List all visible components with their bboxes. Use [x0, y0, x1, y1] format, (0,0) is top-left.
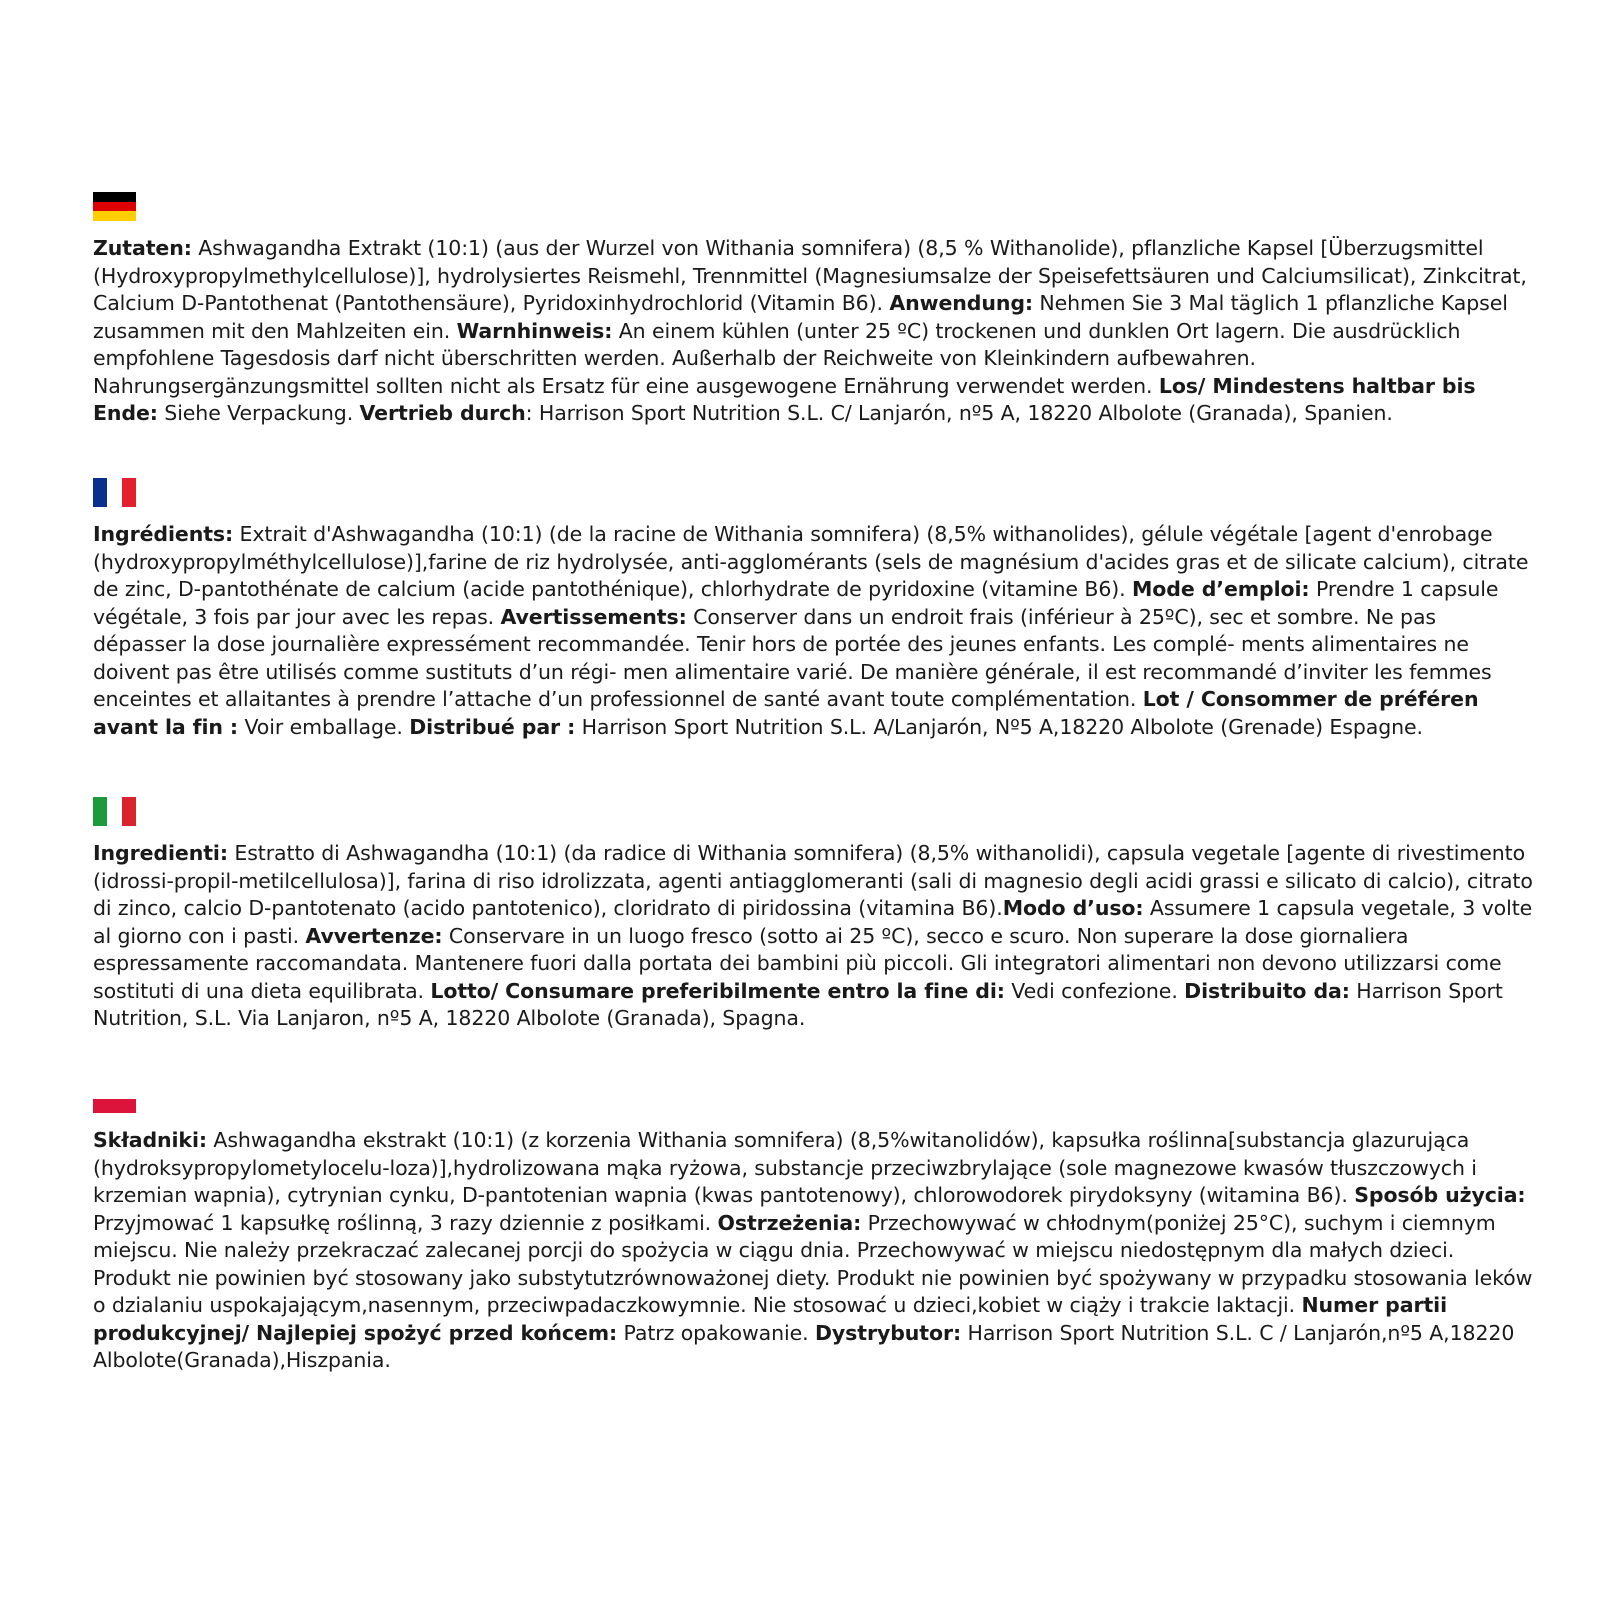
bold-heading: Lot / Consommer de préféren avant la fin :: [93, 687, 1479, 739]
bold-heading: Distribuito da:: [1184, 978, 1350, 1003]
german-label-text: [93, 235, 1533, 428]
section-italian: [93, 797, 1533, 1033]
body-text: Estratto di Ashwagandha (10:1) (da radice di Withania somnifera) (8,5% withanolidi), capsula vegetale [agente di rivestimento (idrossi-propil-metilcellulosa)], farina di riso idrolizzata, agenti antiagglomeranti (sali di magnesio degli acidi grassi e silicato di calcio), citrato di zinco, calcio D-pantotenato (acido pantotenico), cloridrato di piridossina (vitamina B6).: [93, 841, 1533, 920]
section-french: [93, 478, 1533, 741]
bold-heading: Avvertenze:: [305, 923, 443, 948]
bold-heading: Mode d’emploi:: [1132, 577, 1310, 601]
body-text: Nehmen Sie 3 Mal täglich 1 pflanzliche Kapsel zusammen mit den Mahlzeiten ein.: [93, 291, 1508, 343]
body-text: Ashwagandha Extrakt (10:1) (aus der Wurzel von Withania somnifera) (8,5 % Withanolide), pflanzliche Kapsel [Überzugsmittel (Hydroxypropylmethylcellulose)], hydrolysiertes Reismehl, Trennmittel (Magnesiumsalze der Speisefettsäuren und Calciumsilicat), Zinkcitrat, Calcium D-Pantothenat (Pantothensäure), Pyridoxinhydrochlorid (Vitamin B6).: [93, 236, 1527, 315]
body-text: Przechowywać w chłodnym(poniżej 25°C), suchym i ciemnym miejscu. Nie należy przekraczać zalecanej porcji do spożycia w ciągu dnia. Przechowywać w miejscu niedostępnym dla małych dzieci. Produkt nie powinien być stosowany jako substytutzrównoważonej diety. Produkt nie powinien być spożywany w przypadku stosowania leków o dzialaniu uspokajającym,nasennym, przeciwpadaczkowymnie. Nie stosować u dzieci,kobiet w ciąży i trakcie laktacji.: [93, 1210, 1533, 1317]
body-text: An einem kühlen (unter 25 ºC) trockenen und dunklen Ort lagern. Die ausdrücklich empfohlene Tagesdosis darf nicht überschritten werden. Außerhalb der Reichweite von Kleinkindern aufbewahren. Nahrungsergänzungsmittel sollten nicht als Ersatz für eine ausgewogene Ernährung verwendet werden.: [93, 318, 1461, 398]
body-text: Przyjmować 1 kapsułkę roślinną, 3 razy dziennie z posiłkami.: [93, 1210, 718, 1235]
body-text: Harrison Sport Nutrition, S.L. Via Lanjaron, nº5 A, 18220 Albolote (Granada), Spagna.: [93, 978, 1503, 1030]
body-text: Vedi confezione.: [1004, 978, 1185, 1003]
body-text: Conservare in un luogo fresco (sotto ai 25 ºC), secco e scuro. Non superare la dose giornaliera espressamente raccomandata. Mantenere fuori dalla portata dei bambini più piccoli. Gli integratori alimentari non devono utilizzarsi come sostituti di una dieta equilibrata.: [93, 923, 1502, 1003]
germany-flag-stripe-2: [93, 202, 136, 212]
france-flag-icon: [93, 478, 136, 507]
bold-heading: Sposób użycia:: [1354, 1183, 1526, 1207]
poland-flag-stripe-1: [93, 1084, 136, 1099]
bold-heading: Dystrybutor:: [814, 1320, 962, 1345]
italy-flag-icon: [93, 797, 136, 826]
french-label-text: [93, 521, 1533, 741]
bold-heading: Ingredienti:: [93, 841, 228, 865]
france-flag-stripe-3: [122, 478, 136, 507]
bold-heading: Warnhinweis:: [456, 318, 613, 343]
body-text: Prendre 1 capsule végétale, 3 fois par jour avec les repas.: [93, 577, 1499, 629]
germany-flag-stripe-3: [93, 211, 136, 221]
bold-heading: Ostrzeżenia:: [717, 1210, 862, 1235]
body-text: Harrison Sport Nutrition S.L. C / Lanjarón,nº5 A,18220 Albolote(Granada),Hiszpania.: [93, 1320, 1515, 1372]
germany-flag-icon: [93, 192, 136, 221]
body-text: Assumere 1 capsula vegetale, 3 volte al giorno con i pasti.: [93, 896, 1533, 948]
germany-flag-stripe-1: [93, 192, 136, 202]
section-polish: [93, 1084, 1533, 1375]
polish-label-text: [93, 1127, 1533, 1375]
italy-flag-stripe-1: [93, 797, 107, 826]
body-text: : Harrison Sport Nutrition S.L. C/ Lanjarón, nº5 A, 18220 Albolote (Granada), Spanien.: [525, 401, 1393, 425]
body-text: Ashwagandha ekstrakt (10:1) (z korzenia Withania somnifera) (8,5%witanolidów), kapsułka roślinna[substancja glazurująca (hydroksypropylometylocelu-loza)],hydrolizowana mąka ryżowa, substancje przeciwzbrylające (sole magnezowe kwasów tłuszczowych i krzemian wapnia), cytrynian cynku, D-pantotenian wapnia (kwas pantotenowy), chlorowodorek pirydoksyny (witamina B6).: [93, 1128, 1477, 1207]
poland-flag-icon: [93, 1084, 136, 1113]
bold-heading: Zutaten:: [93, 236, 192, 260]
italy-flag-stripe-2: [107, 797, 121, 826]
body-text: Patrz opakowanie.: [617, 1320, 815, 1345]
italian-label-text: [93, 840, 1533, 1033]
bold-heading: Los/ Mindestens haltbar bis Ende:: [93, 373, 1476, 425]
bold-heading: Modo d’uso:: [1002, 896, 1144, 920]
bold-heading: Składniki:: [93, 1128, 207, 1152]
poland-flag-stripe-2: [93, 1099, 136, 1114]
bold-heading: Anwendung:: [889, 291, 1033, 315]
body-text: Extrait d'Ashwagandha (10:1) (de la racine de Withania somnifera) (8,5% withanolides), gélule végétale [agent d'enrobage (hydroxypropylméthylcellulose)],farine de riz hydrolysée, anti-agglomérants (sels de magnésium d'acides gras et de silicate calcium), citrate de zinc, D-pantothénate de calcium (acide pantothénique), chlorhydrate de pyridoxine (vitamine B6).: [93, 522, 1529, 601]
section-german: [93, 192, 1533, 428]
bold-heading: Ingrédients:: [93, 522, 234, 546]
france-flag-stripe-1: [93, 478, 107, 507]
bold-heading: Lotto/ Consumare preferibilmente entro la fine di:: [430, 978, 1005, 1003]
body-text: Harrison Sport Nutrition S.L. A/Lanjarón, Nº5 A,18220 Albolote (Grenade) Espagne.: [575, 714, 1423, 739]
bold-heading: Distribué par :: [409, 714, 576, 739]
bold-heading: Avertissements:: [500, 604, 687, 629]
body-text: Voir emballage.: [238, 714, 410, 739]
body-text: Siehe Verpackung.: [157, 401, 360, 425]
body-text: Conserver dans un endroit frais (inférieur à 25ºC), sec et sombre. Ne pas dépasser la dose journalière expressément recommandée. Tenir hors de portée des jeunes enfants. Les complé- ments alimentaires ne doivent pas être utilisés comme sustituts d’un régi- men alimentaire varié. De manière générale, il est recommandé d’inviter les femmes enceintes et allaitantes à prendre l’attache d’un professionnel de santé avant toute complémentation.: [93, 604, 1492, 711]
bold-heading: Vertrieb durch: [359, 401, 526, 425]
france-flag-stripe-2: [107, 478, 121, 507]
italy-flag-stripe-3: [122, 797, 136, 826]
bold-heading: Numer partii produkcyjnej/ Najlepiej spożyć przed końcem:: [93, 1293, 1448, 1345]
